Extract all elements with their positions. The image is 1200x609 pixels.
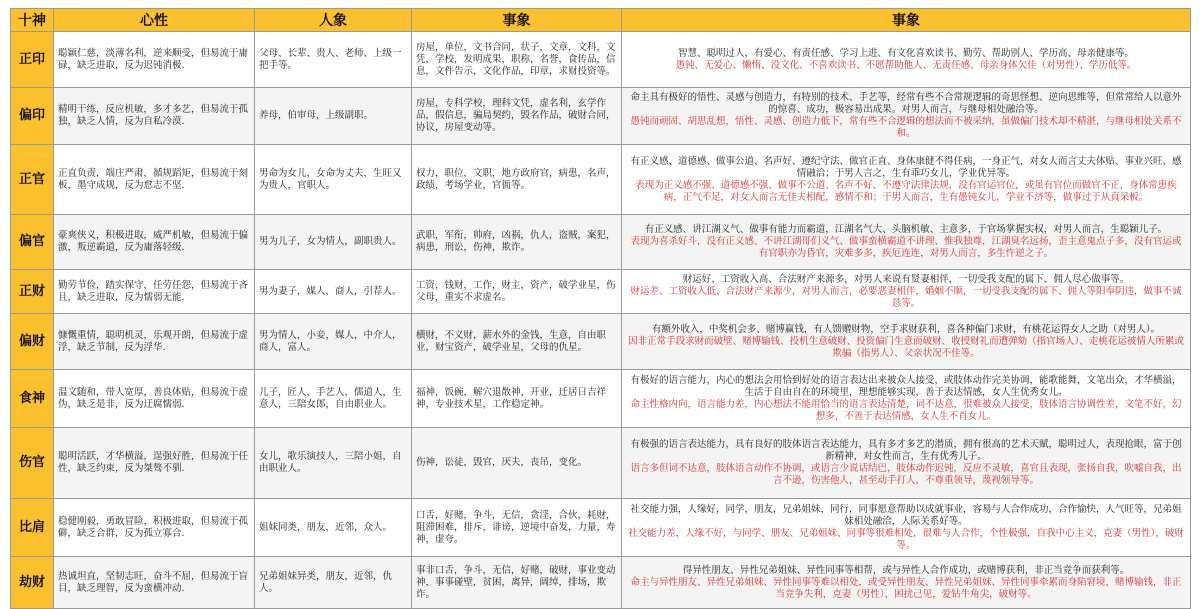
- negative-text: 命主与异性朋友、异性兄弟姐妹、异性同事等难以相处，或受异性朋友、异性兄弟姐妹、异性同事牵累而身陷窘境，赌博输钱，非正当竞争失利，克妻（男性），困扰己见，爱钻牛角尖，破财等。: [630, 576, 1182, 600]
- detail-cell: [622, 499, 1191, 557]
- renxiang-cell: 儿子，匠人，手艺人，儒道人，生意人，三陪女郎，自由职业人。: [255, 370, 412, 428]
- god-cell: 正官: [11, 145, 54, 215]
- renxiang-cell: 养母，伯审母，上级副职。: [255, 88, 412, 145]
- renxiang-cell: 男为儿子，女为情人，副职贵人。: [255, 215, 412, 270]
- god-cell: 比肩: [11, 499, 54, 557]
- renxiang-cell: 男为妻子，媒人，商人，引荐人。: [255, 270, 412, 314]
- table-row: [11, 370, 1191, 428]
- ten-gods-table-container: [10, 8, 1190, 602]
- detail-cell: [622, 314, 1191, 370]
- positive-text: 有正义感、道德感、做事公道、名声好、遵纪守法、做官正直、身体康健不得任病，一身正气，对女人而言丈夫体贴、事业兴旺、感情融洽；于男人言之，生有乖巧女儿，学业优异等。: [630, 155, 1182, 179]
- table-row: [11, 32, 1191, 88]
- negative-text: 财运差、工资收入低、合法财产来源少，对男人而言，必要恶妻相伴，婚姻不顺，一切受我支配的属下、佣人等阳奉阴违，做事不诚恳等。: [630, 285, 1182, 309]
- header-row: [11, 9, 1191, 32]
- table-row: [11, 88, 1191, 145]
- renxiang-cell: 兄弟姐妹异类，朋友，近邻，仇人。: [255, 557, 412, 609]
- shixiang-cell: 横财，不义财，薪水外的金钱，生意，自由职业，财宝资产，破学业星，父母的仇星。: [412, 314, 622, 370]
- renxiang-cell: 男为情人，小妾，媒人，中介人，商人，富人。: [255, 314, 412, 370]
- god-cell: 正财: [11, 270, 54, 314]
- positive-text: 财运好、工资收入高、合法财产来源多，对男人来说有贤妻相伴，一切受我支配的属下、佣人尽心做事等。: [682, 273, 1130, 285]
- negative-text: 语言多但词不达意，肢体语言动作不协调，或语言少说话结巴，肢体动作迟钝，反应不灵敏，喜官且表现，张扬自我，吹嘘自我，出言不逊，伤害他人，甚至动手打人，不尊重领导，蔑视领导等。: [630, 463, 1182, 486]
- table-row: [11, 428, 1191, 499]
- table-row: [11, 270, 1191, 314]
- positive-text: 有极强的语言表达能力，具有良好的肢体语言表达能力，具有多才多艺的潜质，拥有很高的艺术天赋，聪明过人，表现抢眼，富于创新精神，对女性而言，生有优秀儿子。: [630, 439, 1182, 462]
- positive-text: 得异性朋友、异性兄弟姐妹、异性同事等相帮，或与异性人合作成功，或赌博获利，非正当竞争而获利等。: [682, 564, 1130, 576]
- renxiang-cell: 男命为女儿，女命为丈夫，生旺又为贵人，官职人。: [255, 145, 412, 215]
- god-cell: 伤官: [11, 428, 54, 499]
- table-row: [11, 314, 1191, 370]
- xinxing-cell: 稳健刚毅，勇敢冒险，积极进取，但易流于孤僻，缺乏合群，反为孤立寡合.: [54, 499, 255, 557]
- god-cell: 正印: [11, 32, 54, 88]
- detail-cell: [622, 32, 1191, 88]
- table-row: [11, 215, 1191, 270]
- header-renxiang: 人象: [255, 9, 412, 32]
- xinxing-cell: 聪颖仁慈，淡薄名利，逆来顺受，但易流于庸碌，缺乏进取，反为迟钝消极.: [54, 32, 255, 88]
- god-cell: 偏印: [11, 88, 54, 145]
- table-row: [11, 145, 1191, 215]
- negative-text: 命主性格内向，语言能力差，内心想法不能用恰当的语言表达清楚，词不达意，很难被众人接受，肢体语言协调性差，文笔不好，幻想多，不善于表达情感，女人生不肖女儿。: [630, 398, 1182, 422]
- positive-text: 社交能力强，人缘好，同学，朋友，兄弟姐妹，同行，同事愿意帮助以成就事业，容易与人合作成功，合作愉快，人气旺等，兄弟姐妹相处融洽，人际关系好等。: [630, 503, 1182, 527]
- god-cell: 食神: [11, 370, 54, 428]
- detail-cell: [622, 88, 1191, 145]
- xinxing-cell: 慷慨重情，聪明机灵，乐观开朗，但易流于虚浮，缺乏节制，反为浮华.: [54, 314, 255, 370]
- detail-cell: [622, 270, 1191, 314]
- ten-gods-table: [10, 8, 1191, 609]
- negative-text: 表现为喜杀好斗，没有正义感、不讲江湖哥们义气、做事蛮横霸道不讲理、惟我独尊，江湖臭名远扬，歪主意鬼点子多，没有官运或有官职亦为昏官，灾难多多，疾厄连连，对男人而言，多生忤逆之子。: [630, 236, 1182, 259]
- renxiang-cell: 姐妹同类，朋友，近邻，众人。: [255, 499, 412, 557]
- negative-text: 因非正常手段求财而破壁、赌博输钱、投机生意破财、投资偏门生意而破财、收授财礼而遭弹劾（指官场人）、走桃花运被情人所累或欺骗（指男人）、父亲状况不佳等。: [628, 335, 1184, 359]
- shixiang-cell: 房屋，专科学校，理科文凭，虚名利，玄学作品，假信息，骗局契约，毁名作品，破财合同，协议，房屋变动等。: [412, 88, 622, 145]
- shixiang-cell: 口舌，好赌，争斗，无信，贪淫，合伙，耗财，阻滞困难，排斥，诽谤，逆境中奋发，力量，寿神，虚夸。: [412, 499, 622, 557]
- shixiang-cell: 武职，军衔，帅府，凶祸，仇人，盗贼，案犯，病患，刑讼，伤神，欺诈。: [412, 215, 622, 270]
- positive-text: 智慧、聪明过人，有爱心、有责任感、学习上进、有文化喜欢读书、勤劳、帮助别人、学历高、母亲健康等。: [677, 47, 1134, 59]
- positive-text: 有正义感、讲江湖义气、做事有能力而霸道，江湖名气大、头脑机敏、主意多，于官场掌握实权，对男人而言，生聪颖儿子。: [644, 224, 1168, 235]
- negative-text: 社交能力差，人缘不好，与同学、朋友、兄弟姐妹、同事等很难相处，很难与人合作，个性极强，自我中心主义，克妻（男性），破财等。: [628, 527, 1184, 551]
- renxiang-cell: 父母、长辈、贵人、老师、上级一把手等。: [255, 32, 412, 88]
- xinxing-cell: 温文随和，带人宽厚，善良体贴，但易流于虚伪，缺乏是非，反为迂腐懦弱.: [54, 370, 255, 428]
- detail-cell: [622, 215, 1191, 270]
- shixiang-cell: 福神，饭碗，解穴退散神，开业，迁居日吉祥神，专业技术星，工作稳定神。: [412, 370, 622, 428]
- shixiang-cell: 工资，钱财，工作，财主，资产，破学业星，伤父母，重实不求虚名。: [412, 270, 622, 314]
- positive-text: 有额外收入，中奖机会多、赌博赢钱，有人馈赠财物，空手求财获利，喜各种偏门求财，有桃花运得女人之助（对男人）。: [651, 323, 1161, 335]
- xinxing-cell: 勤劳节俭，踏实保守，任劳任怨，但易流于吝且，缺乏进取，反为懦弱无能.: [54, 270, 255, 314]
- table-row: [11, 557, 1191, 609]
- positive-text: 命主具有极好的悟性、灵感与创造力，有特别的技术、手艺等，经常有些不合常规逻辑的奇思怪想、逆向思维等，但常常给人以意外的惊喜、成功，极容易出成果。对男人而言，与继母相处融洽等。: [630, 92, 1182, 115]
- detail-cell: [622, 145, 1191, 215]
- shixiang-cell: 房屋，单位，文书合同，状子，文章，文科，文凭，学校，发明成果，职称，名誉，食传品，信息，文件告示，文化作品，印章，求财投资等。: [412, 32, 622, 88]
- detail-cell: [622, 370, 1191, 428]
- positive-text: 有极好的语言能力，内心的想法会用恰到好处的语言表达出来被众人接受，或肢体动作完美协调，能歌能舞，文笔出众，才华横溢，生活于自由自在的环境里，理想能够实现，善于表达情感，女人生优秀女儿。: [630, 374, 1182, 398]
- xinxing-cell: 聪明活跃，才华横溢，逞强好胜，但易流于任性，缺乏约束，反为桀骜不驯.: [54, 428, 255, 499]
- god-cell: 偏官: [11, 215, 54, 270]
- header-xinxing: 心性: [54, 9, 255, 32]
- detail-cell: [622, 428, 1191, 499]
- shixiang-cell: 伤神，讼徒，毁官，厌夫，丧吊，变化。: [412, 428, 622, 499]
- table-row: [11, 499, 1191, 557]
- xinxing-cell: 精明干练，反应机敏，多才多艺，但易流于孤独，缺乏人情，反为自私冷漠.: [54, 88, 255, 145]
- detail-cell: [622, 557, 1191, 609]
- renxiang-cell: 女儿，歌乐演技人，三陪小姐，自由职业人。: [255, 428, 412, 499]
- negative-text: 愚钝、无爱心、懒惰、没文化、不喜欢读书、不愿帮助他人、无责任感、母亲身体欠佳（对男性）、学历低等。: [675, 59, 1137, 71]
- xinxing-cell: 热诚坦直，坚韧志旺，奋斗不屈，但易流于盲目，缺乏理智，反为蛮横冲动.: [54, 557, 255, 609]
- xinxing-cell: 正直负责，端庄严肃，循规蹈矩，但易流于刻板，墨守成规，反为怠志不坚.: [54, 145, 255, 215]
- header-shixiang: 事象: [412, 9, 622, 32]
- xinxing-cell: 豪爽侠义，积极进取，威严机敏，但易流于偏激，叛逆霸道，反为庸落轻级.: [54, 215, 255, 270]
- header-shishen: 十神: [11, 9, 54, 32]
- shixiang-cell: 权力，职位，文职，地方政府官，病患，名声，政绩，考场学业，官衙等。: [412, 145, 622, 215]
- negative-text: 愚钝而顽固、胡思乱想，悟性、灵感、创造力低下，常有些不合逻辑的想法而不被采纳，虽做偏门技术却不精湛，与继母相处关系不和。: [630, 116, 1182, 139]
- god-cell: 劫财: [11, 557, 54, 609]
- god-cell: 偏财: [11, 314, 54, 370]
- shixiang-cell: 事非口舌，争斗，无信，好赌，破财，事业变动神，事事碰壁，贫困，离异，阔绰，排场，欺诈。: [412, 557, 622, 609]
- header-shixiang-detail: 事象: [622, 9, 1191, 32]
- negative-text: 表现为正义感不强、道德感不强、做事不公道、名声不好、不遵守法律法规，没有官运官位，或虽有官位而做官不正，身体常患疾病，正气不足，对女人而言无佳夫相配，感情不和；于男人而言，生有愚钝女儿，学业不济等，做事过于从真呆板。: [635, 179, 1177, 203]
